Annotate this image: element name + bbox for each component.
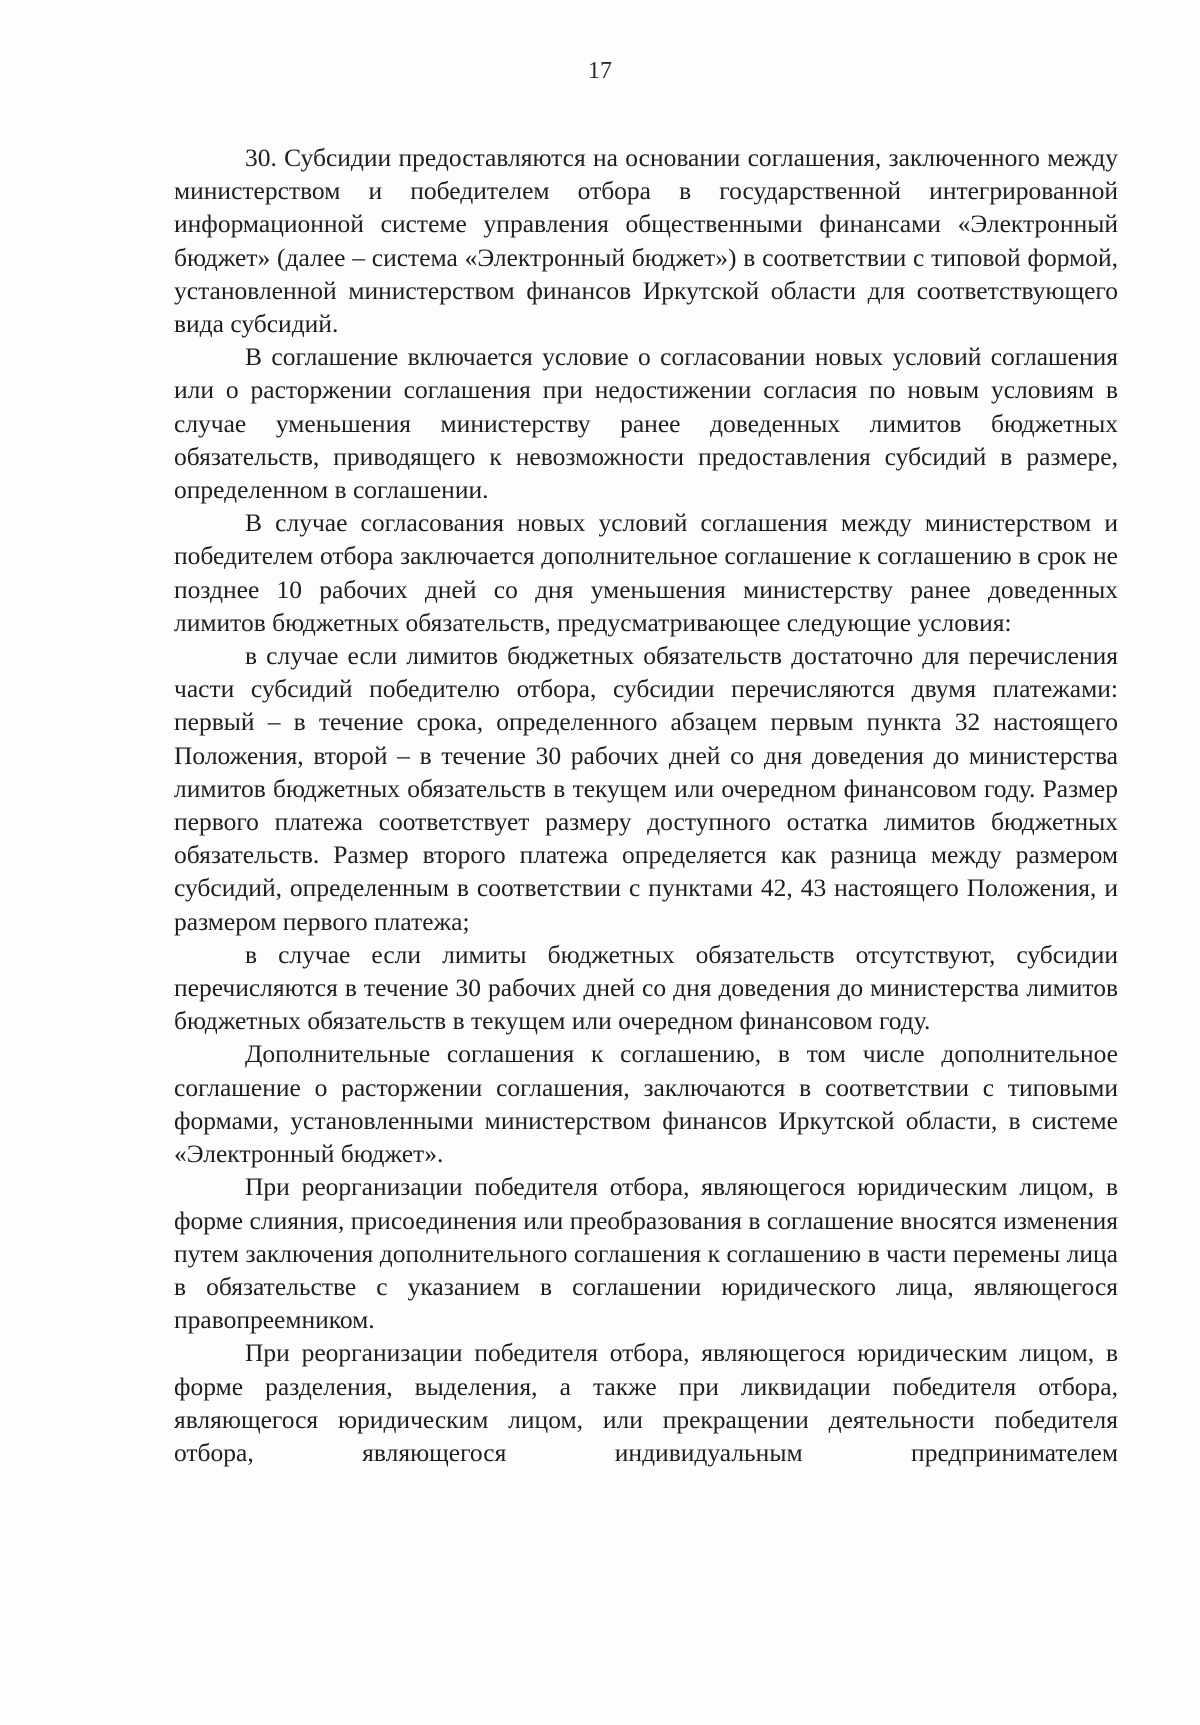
- paragraph-7: При реорганизации победителя отбора, являющегося юридическим лицом, в форме слияния, присоединения или преобразования в соглашение вносятся изменения путем заключения дополнительного соглашения к соглашению в части перемены лица в обязательстве с указанием в соглашении юридического лица, являющегося правопреемником.: [174, 1172, 1118, 1335]
- paragraph-1: 30. Субсидии предоставляются на основании соглашения, заключенного между министерством и победителем отбора в государственной интегрированной информационной системе управления общественными финансами «Электронный бюджет» (далее – система «Электронный бюджет») в соответствии с типовой формой, установленной министерством финансов Иркутской области для соответствующего вида субсидий.: [174, 143, 1118, 339]
- document-body: [174, 141, 1118, 1469]
- paragraph-6: Дополнительные соглашения к соглашению, в том числе дополнительное соглашение о расторжении соглашения, заключаются в соответствии с типовыми формами, установленными министерством финансов Иркутской области, в системе «Электронный бюджет».: [174, 1039, 1118, 1169]
- paragraph-4: в случае если лимитов бюджетных обязательств достаточно для перечисления части субсидий победителю отбора, субсидии перечисляются двумя платежами: первый – в течение срока, определенного абзацем первым пункта 32 настоящего Положения, второй – в течение 30 рабочих дней со дня доведения до министерства лимитов бюджетных обязательств в текущем или очередном финансовом году. Размер первого платежа соответствует размеру доступного остатка лимитов бюджетных обязательств. Размер второго платежа определяется как разница между размером субсидий, определенным в соответствии с пунктами 42, 43 настоящего Положения, и размером первого платежа;: [174, 641, 1118, 936]
- paragraph-5: в случае если лимиты бюджетных обязательств отсутствуют, субсидии перечисляются в течение 30 рабочих дней со дня доведения до министерства лимитов бюджетных обязательств в текущем или очередном финансовом году.: [174, 939, 1118, 1036]
- paragraph-2: В соглашение включается условие о согласовании новых условий соглашения или о расторжении соглашения при недостижении согласия по новым условиям в случае уменьшения министерству ранее доведенных лимитов бюджетных обязательств, приводящего к невозможности предоставления субсидий в размере, определенном в соглашении.: [174, 342, 1118, 505]
- paragraph-3: В случае согласования новых условий соглашения между министерством и победителем отбора заключается дополнительное соглашение к соглашению в срок не позднее 10 рабочих дней со дня уменьшения министерству ранее доведенных лимитов бюджетных обязательств, предусматривающее следующие условия:: [174, 508, 1118, 637]
- page-number: 17: [588, 58, 612, 84]
- paragraph-8: При реорганизации победителя отбора, являющегося юридическим лицом, в форме разделения, выделения, а также при ликвидации победителя отбора, являющегося юридическим лицом, или прекращении деятельности победителя отбора, являющегося индивидуальным предпринимателем: [174, 1338, 1118, 1467]
